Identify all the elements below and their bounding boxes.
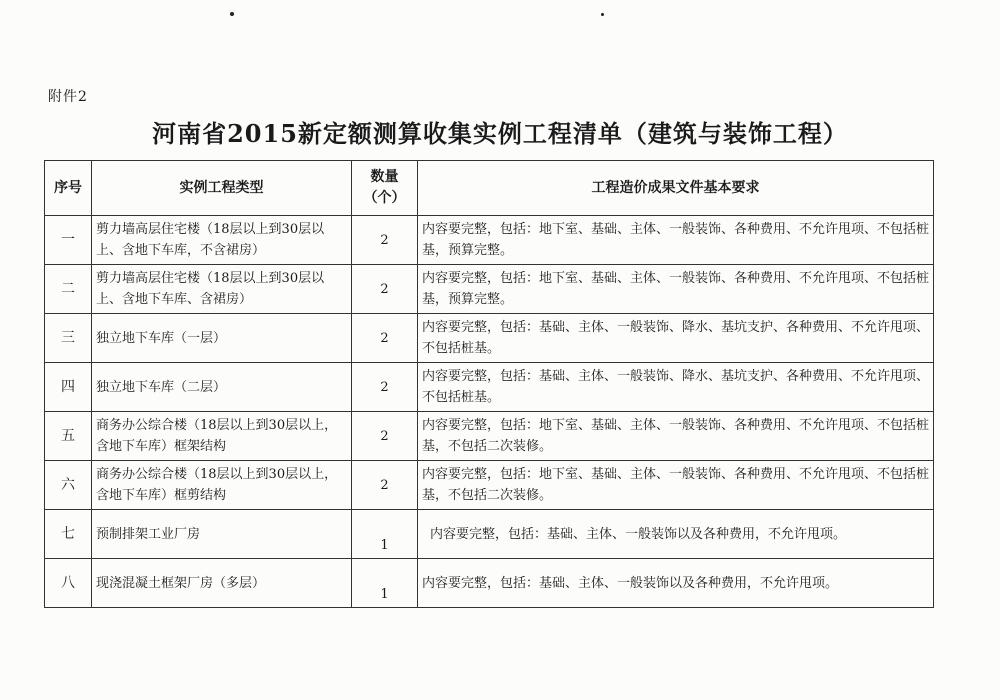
row-qty: 2 <box>352 216 418 265</box>
header-qty <box>352 161 418 216</box>
row-requirements: 内容要完整，包括：基础、主体、一般装饰、降水、基坑支护、各种费用、不允许甩项、不包括桩基。 <box>418 363 934 412</box>
row-qty: 2 <box>352 461 418 510</box>
table-row <box>45 412 934 461</box>
header-qty-line1: 数量 <box>370 169 399 185</box>
table-row <box>45 363 934 412</box>
row-seq: 七 <box>45 510 92 559</box>
row-type: 商务办公综合楼（18层以上到30层以上，含地下车库）框剪结构 <box>92 461 352 510</box>
row-qty: 2 <box>352 363 418 412</box>
row-requirements: 内容要完整，包括：地下室、基础、主体、一般装饰、各种费用、不允许甩项、不包括桩基，不包括二次装修。 <box>418 412 934 461</box>
row-type: 剪力墙高层住宅楼（18层以上到30层以上、含地下车库、含裙房） <box>92 265 352 314</box>
row-seq: 八 <box>45 559 92 608</box>
row-requirements: 内容要完整，包括：地下室、基础、主体、一般装饰、各种费用、不允许甩项、不包括桩基，预算完整。 <box>418 216 934 265</box>
row-requirements: 内容要完整，包括：地下室、基础、主体、一般装饰、各种费用、不允许甩项、不包括桩基，预算完整。 <box>418 265 934 314</box>
attachment-label: 附件2 <box>48 89 88 105</box>
document-title: 河南省2015新定额测算收集实例工程清单（建筑与装饰工程） <box>152 119 848 148</box>
header-requirements: 工程造价成果文件基本要求 <box>418 161 934 216</box>
row-qty: 2 <box>352 314 418 363</box>
row-seq: 三 <box>45 314 92 363</box>
table-header-row <box>45 161 934 216</box>
row-qty: 1 <box>352 510 418 559</box>
row-qty: 2 <box>352 412 418 461</box>
row-requirements: 内容要完整，包括：基础、主体、一般装饰以及各种费用，不允许甩项。 <box>418 510 934 559</box>
scan-speck <box>601 13 604 16</box>
row-qty: 2 <box>352 265 418 314</box>
row-type: 预制排架工业厂房 <box>92 510 352 559</box>
row-seq: 六 <box>45 461 92 510</box>
row-requirements: 内容要完整，包括：基础、主体、一般装饰以及各种费用，不允许甩项。 <box>418 559 934 608</box>
table-row <box>45 559 934 608</box>
row-type: 剪力墙高层住宅楼（18层以上到30层以上、含地下车库，不含裙房） <box>92 216 352 265</box>
row-type: 独立地下车库（二层） <box>92 363 352 412</box>
row-seq: 四 <box>45 363 92 412</box>
row-seq: 二 <box>45 265 92 314</box>
scan-speck <box>230 12 234 16</box>
row-type: 独立地下车库（一层） <box>92 314 352 363</box>
row-type: 商务办公综合楼（18层以上到30层以上，含地下车库）框架结构 <box>92 412 352 461</box>
table-row <box>45 314 934 363</box>
header-seq: 序号 <box>45 161 92 216</box>
table-row <box>45 461 934 510</box>
row-seq: 五 <box>45 412 92 461</box>
header-qty-line2: （个） <box>363 190 406 206</box>
row-seq: 一 <box>45 216 92 265</box>
table-row <box>45 265 934 314</box>
row-qty: 1 <box>352 559 418 608</box>
row-requirements: 内容要完整，包括：基础、主体、一般装饰、降水、基坑支护、各种费用、不允许甩项、不包括桩基。 <box>418 314 934 363</box>
row-requirements: 内容要完整，包括：地下室、基础、主体、一般装饰、各种费用、不允许甩项、不包括桩基，不包括二次装修。 <box>418 461 934 510</box>
header-type: 实例工程类型 <box>92 161 352 216</box>
table-row <box>45 510 934 559</box>
project-list-table <box>44 160 934 608</box>
table-row <box>45 216 934 265</box>
row-type: 现浇混凝土框架厂房（多层） <box>92 559 352 608</box>
